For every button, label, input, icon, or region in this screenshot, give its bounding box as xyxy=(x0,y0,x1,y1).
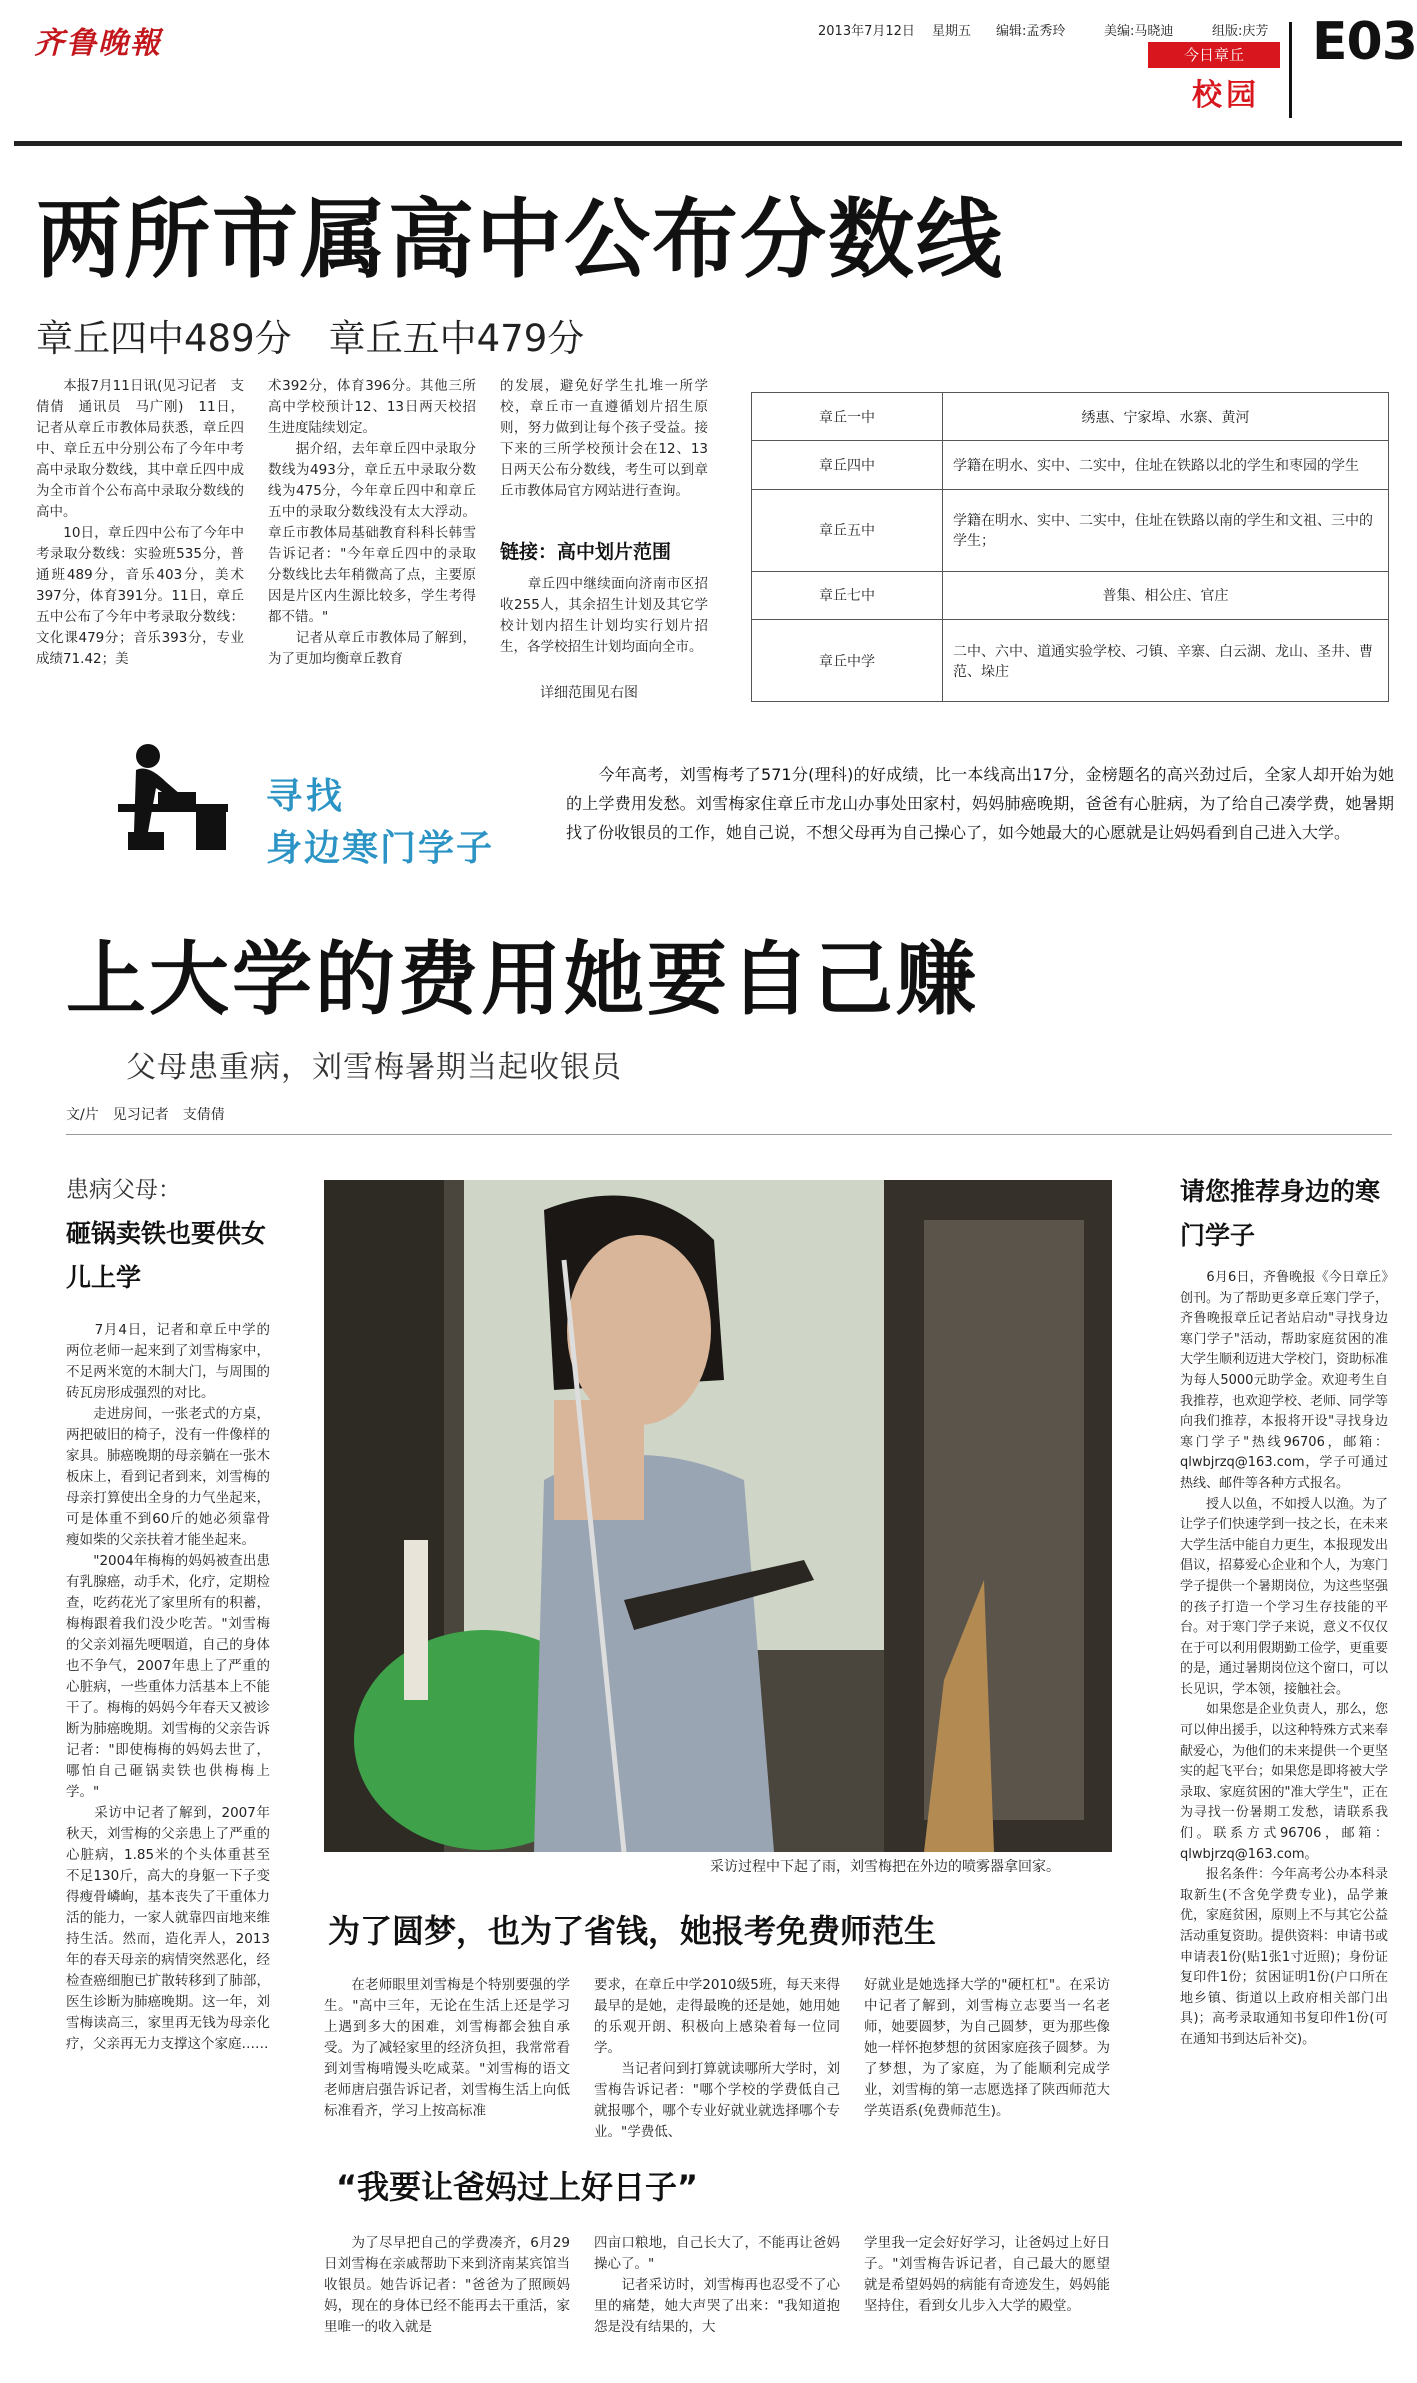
issue-date: 2013年7月12日 xyxy=(818,24,915,39)
story1-headline: 两所市属高中公布分数线 xyxy=(36,190,1004,290)
left-kicker: 患病父母： xyxy=(66,1177,181,1203)
table-row xyxy=(752,393,1389,441)
story2-subhead: 父母患重病，刘雪梅暑期当起收银员 xyxy=(126,1050,622,1085)
school-area: 绣惠、宁家埠、水寨、黄河 xyxy=(943,393,1389,441)
campaign-title-line1: 寻找 xyxy=(266,776,347,817)
left-body-column: 7月4日，记者和章丘中学的两位老师一起来到了刘雪梅家中，不足两米宽的木制大门，与周围的砖瓦房形成强烈的对比。 走进房间，一张老式的方桌，两把破旧的椅子，没有一件像样的家具。肺癌晚期的母亲躺在一张木板床上，看到记者到来，刘雪梅的母亲打算使出全身的力气坐起来，可是体重不到60斤的她必须靠骨瘦如柴的父亲扶着才能坐起来。 "2004年梅梅的妈妈被查出患有乳腺癌，动手术，化疗，定期检查，吃药花光了家里所有的积蓄，梅梅跟着我们没少吃苦。"刘雪梅的父亲刘福先哽咽道，自己的身体也不争气，2007年患上了严重的心脏病，一些重体力活基本上不能干了。梅梅的妈妈今年春天又被诊断为肺癌晚期。刘雪梅的父亲告诉记者："即使梅梅的妈妈去世了，哪怕自己砸锅卖铁也供梅梅上学。" 采访中记者了解到，2007年秋天，刘雪梅的父亲患上了严重的心脏病，1.85米的个头体重甚至不足130斤，高大的身躯一下子变得瘦骨嶙峋，基本丧失了干重体力活的能力，一家人就靠四亩地来维持生活。然而，造化弄人，2013年的春天母亲的病情突然恶化，经检查癌细胞已扩散转移到了肺部，医生诊断为肺癌晚期。这一年，刘雪梅读高三，家里再无钱为母亲化疗，父亲再无力支撑这个家庭…… xyxy=(66,1322,270,2052)
school-name: 章丘四中 xyxy=(752,441,943,489)
school-name: 章丘五中 xyxy=(752,489,943,571)
sidebar-title: 请您推荐身边的寒门学子 xyxy=(1180,1177,1381,1250)
district-table xyxy=(751,392,1389,702)
section2-title: 为了圆梦，也为了省钱，她报考免费师范生 xyxy=(328,1912,937,1950)
school-name: 章丘一中 xyxy=(752,393,943,441)
story2-byline: 文/片 见习记者 支倩倩 xyxy=(66,1107,225,1123)
art-credit: 美编:马晓迪 xyxy=(1104,24,1174,39)
story1-column-2: 术392分，体育396分。其他三所高中学校预计12、13日两天校招生进度陆续划定。 据介绍，去年章丘四中录取分数线为493分，章丘五中录取分数线为475分，今年章丘四中和章丘五中的录取分数线没有太大浮动。章丘市教体局基础教育科科长韩雪告诉记者："今年章丘四中的录取分数线比去年稍微高了点，主要原因是片区内生源比较多，学生考得都不错。" 记者从章丘市教体局了解到，为了更加均衡章丘教育 xyxy=(268,378,476,667)
section-tag: 今日章丘 xyxy=(1148,42,1280,68)
table-note: 详细范围见右图 xyxy=(540,685,638,701)
story2-headline: 上大学的费用她要自己赚 xyxy=(66,933,979,1026)
story2-rule xyxy=(66,1134,1392,1135)
table-row xyxy=(752,620,1389,702)
campaign-intro: 今年高考，刘雪梅考了571分(理科)的好成绩，比一本线高出17分，金榜题名的高兴劲过后，全家人却开始为她的上学费用发愁。刘雪梅家住章丘市龙山办事处田家村，妈妈肺癌晚期，爸爸有心脏病，为了给自己凑学费，她暑期找了份收银员的工作，她自己说，不想父母再为自己操心了，如今她最大的心愿就是让妈妈看到自己进入大学。 xyxy=(566,765,1394,842)
section3-title: “我要让爸妈过上好日子” xyxy=(336,2168,699,2206)
school-area: 学籍在明水、实中、二实中，住址在铁路以南的学生和文祖、三中的学生； xyxy=(943,489,1389,571)
story1-column-3b: 章丘四中继续面向济南市区招收255人，其余招生计划及其它学校计划内招生计划均实行划片招生，各学校招生计划均面向全市。 xyxy=(500,576,708,655)
table-row xyxy=(752,441,1389,489)
story1-column-1: 本报7月11日讯(见习记者 支倩倩 通讯员 马广刚) 11日，记者从章丘市教体局获悉，章丘四中、章丘五中分别公布了今年中考高中录取分数线，其中章丘四中成为全市首个公布高中录取分数线的高中。 10日，章丘四中公布了今年中考录取分数线：实验班535分，普通班489分，音乐403分，美术397分，体育391分。11日，章丘五中公布了今年中考录取分数线：文化课479分；音乐393分，专业成绩71.42；美 xyxy=(36,378,244,667)
masthead-rule xyxy=(14,141,1402,146)
campaign-title-line2: 身边寒门学子 xyxy=(266,828,495,869)
school-area: 学籍在明水、实中、二实中，住址在铁路以北的学生和枣园的学生 xyxy=(943,441,1389,489)
section3-column-2: 四亩口粮地，自己长大了，不能再让爸妈操心了。" 记者采访时，刘雪梅再也忍受不了心里的痛楚，她大声哭了出来："我知道抱怨是没有结果的，大 xyxy=(594,2235,840,2335)
main-photo xyxy=(324,1180,1112,1852)
link-label: 链接：高中划片范围 xyxy=(500,541,672,563)
table-row xyxy=(752,489,1389,571)
school-name: 章丘七中 xyxy=(752,571,943,619)
school-area: 二中、六中、道通实验学校、刁镇、辛寨、白云湖、龙山、圣井、曹范、垛庄 xyxy=(943,620,1389,702)
section2-column-3: 好就业是她选择大学的"硬杠杠"。在采访中记者了解到，刘雪梅立志要当一名老师，她要圆梦，为自己圆梦，更为那些像她一样怀抱梦想的贫困家庭孩子圆梦。为了梦想，为了家庭，为了能顺利完成学业，刘雪梅的第一志愿选择了陕西师范大学英语系(免费师范生)。 xyxy=(864,1977,1110,2119)
issue-weekday: 星期五 xyxy=(932,24,972,39)
editor-credit: 编辑:孟秀玲 xyxy=(996,24,1066,39)
campaign-illustration xyxy=(118,742,228,850)
photo-caption: 采访过程中下起了雨，刘雪梅把在外边的喷雾器拿回家。 xyxy=(710,1859,1060,1875)
section2-column-1: 在老师眼里刘雪梅是个特别要强的学生。"高中三年，无论在生活上还是学习上遇到多大的困难，刘雪梅都会独自承受。为了减轻家里的经济负担，我常常看到刘雪梅啃馒头吃咸菜。"刘雪梅的语文老师唐启强告诉记者，刘雪梅生活上向低标准看齐，学习上按高标准 xyxy=(324,1977,570,2119)
left-kicker-title: 砸锅卖铁也要供女儿上学 xyxy=(66,1219,267,1292)
section-name: 校园 xyxy=(1192,78,1260,113)
section3-column-1: 为了尽早把自己的学费凑齐，6月29日刘雪梅在亲戚帮助下来到济南某宾馆当收银员。她告诉记者："爸爸为了照顾妈妈，现在的身体已经不能再去干重活，家里唯一的收入就是 xyxy=(324,2235,570,2335)
school-area: 普集、相公庄、官庄 xyxy=(943,571,1389,619)
sidebar-body: 6月6日，齐鲁晚报《今日章丘》创刊。为了帮助更多章丘寒门学子，齐鲁晚报章丘记者站启动"寻找身边寒门学子"活动，帮助家庭贫困的准大学生顺利迈进大学校门，资助标准为每人5000元助学金。欢迎考生自我推荐，也欢迎学校、老师、同学等向我们推荐，本报将开设"寻找身边寒门学子"热线96706，邮箱：qlwbjrzq@163.com，学子可通过热线、邮件等各种方式报名。 授人以鱼，不如授人以渔。为了让学子们快速学到一技之长，在未来大学生活中能自力更生，本报现发出倡议，招募爱心企业和个人，为寒门学子提供一个暑期岗位，为这些坚强的孩子打造一个学习生存技能的平台。对于寒门学子来说，意义不仅仅在于可以利用假期勤工俭学，更重要的是，通过暑期岗位这个窗口，可以长见识，学本领，接触社会。 如果您是企业负责人，那么，您可以伸出援手，以这种特殊方式来奉献爱心，为他们的未来提供一个更坚实的起飞平台；如果您是即将被大学录取、家庭贫困的"准大学生"，正在为寻找一份暑期工发愁，请联系我们。联系方式96706，邮箱：qlwbjrzq@163.com。 报名条件：今年高考公办本科录取新生(不含免学费专业)，品学兼优，家庭贫困，原则上不与其它公益活动重复资助。提供资料：申请书或申请表1份(贴1张1寸近照)；身份证复印件1份；贫困证明1份(户口所在地乡镇、街道以上政府相关部门出具)；高考录取通知书复印件1份(可在通知书到达后补交)。 xyxy=(1180,1270,1388,2047)
layout-credit: 组版:庆芳 xyxy=(1212,24,1269,39)
table-row xyxy=(752,571,1389,619)
page-number: E03 xyxy=(1312,12,1417,72)
page-divider xyxy=(1289,22,1292,118)
newspaper-logo: 齐鲁晚報 xyxy=(34,26,162,61)
section3-column-3: 学里我一定会好好学习，让爸妈过上好日子。"刘雪梅告诉记者，自己最大的愿望就是希望妈妈的病能有奇迹发生，妈妈能坚持住，看到女儿步入大学的殿堂。 xyxy=(864,2235,1110,2314)
school-name: 章丘中学 xyxy=(752,620,943,702)
story1-column-3a: 的发展，避免好学生扎堆一所学校，章丘市一直遵循划片招生原则，努力做到让每个孩子受益。接下来的三所学校预计会在12、13日两天公布分数线，考生可以到章丘市教体局官方网站进行查询。 xyxy=(500,378,708,499)
story1-subhead: 章丘四中489分 章丘五中479分 xyxy=(36,317,585,360)
section2-column-2: 要求，在章丘中学2010级5班，每天来得最早的是她，走得最晚的还是她，她用她的乐观开朗、积极向上感染着每一位同学。 当记者问到打算就读哪所大学时，刘雪梅告诉记者："哪个学校的学费低自己就报哪个，哪个专业好就业就选择哪个专业。"学费低、 xyxy=(594,1977,840,2140)
